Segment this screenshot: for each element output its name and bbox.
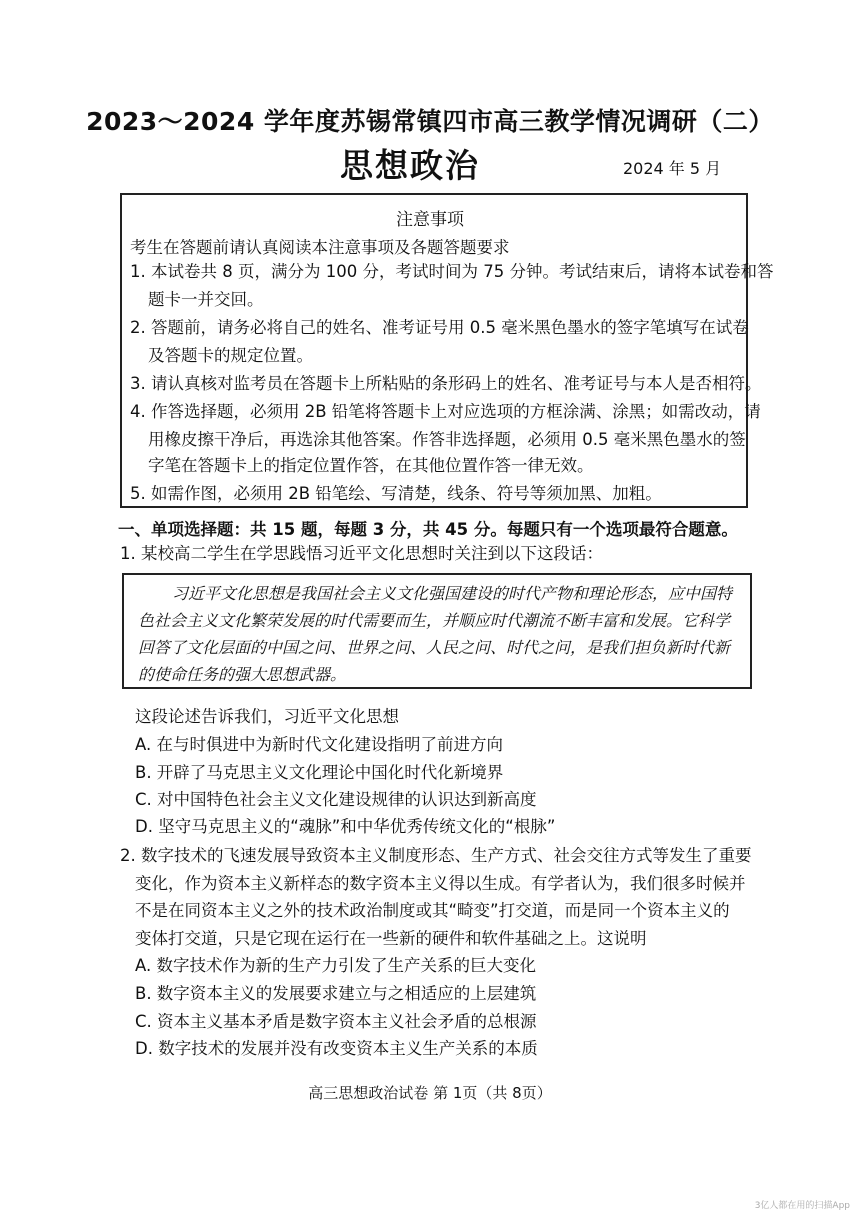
question-1-prompt: 这段论述告诉我们，习近平文化思想 — [135, 707, 399, 726]
quote-line: 的使命任务的强大思想武器。 — [138, 665, 347, 684]
notice-line: 题卡一并交回。 — [148, 290, 264, 309]
quote-line: 回答了文化层面的中国之问、世界之问、人民之问、时代之问，是我们担负新时代新 — [138, 638, 731, 657]
question-1-option-a: A. 在与时俱进中为新时代文化建设指明了前进方向 — [135, 735, 503, 754]
question-2-option-c: C. 资本主义基本矛盾是数字资本主义社会矛盾的总根源 — [135, 1012, 537, 1031]
notice-line: 用橡皮擦干净后，再选涂其他答案。作答非选择题，必须用 0.5 毫米黑色墨水的签 — [148, 430, 746, 449]
subject-title: 思想政治 — [340, 146, 480, 185]
notice-line: 2. 答题前，请务必将自己的姓名、准考证号用 0.5 毫米黑色墨水的签字笔填写在试卷 — [130, 318, 749, 337]
page-footer: 高三思想政治试卷 第 1页（共 8页） — [308, 1084, 552, 1102]
question-1-option-b: B. 开辟了马克思主义文化理论中国化时代化新境界 — [135, 763, 504, 782]
notice-title: 注意事项 — [396, 210, 464, 230]
notice-line: 4. 作答选择题，必须用 2B 铅笔将答题卡上对应选项的方框涂满、涂黑；如需改动，请 — [130, 402, 761, 421]
question-2-option-b: B. 数字资本主义的发展要求建立与之相适应的上层建筑 — [135, 984, 537, 1003]
question-1-option-d: D. 坚守马克思主义的“魂脉”和中华优秀传统文化的“根脉” — [135, 817, 556, 836]
question-1-option-c: C. 对中国特色社会主义文化建设规律的认识达到新高度 — [135, 790, 537, 809]
question-2-stem-line: 不是在同资本主义之外的技术政治制度或其“畸变”打交道，而是同一个资本主义的 — [135, 901, 730, 920]
notice-intro: 考生在答题前请认真阅读本注意事项及各题答题要求 — [130, 238, 510, 257]
scanner-watermark: 3亿人都在用的扫描App — [754, 1201, 850, 1211]
notice-line: 及答题卡的规定位置。 — [148, 346, 313, 365]
question-2-stem-line: 变体打交道，只是它现在运行在一些新的硬件和软件基础之上。这说明 — [135, 929, 647, 948]
question-2-stem-line: 变化，作为资本主义新样态的数字资本主义得以生成。有学者认为，我们很多时候并 — [135, 874, 746, 893]
section-heading: 一、单项选择题：共 15 题，每题 3 分，共 45 分。每题只有一个选项最符合题意。 — [118, 520, 738, 539]
question-1-stem: 1. 某校高二学生在学思践悟习近平文化思想时关注到以下这段话： — [120, 544, 603, 563]
notice-line: 字笔在答题卡上的指定位置作答，在其他位置作答一律无效。 — [148, 456, 594, 475]
exam-date: 2024 年 5 月 — [623, 159, 722, 178]
question-2-option-a: A. 数字技术作为新的生产力引发了生产关系的巨大变化 — [135, 956, 536, 975]
quote-line: 色社会主义文化繁荣发展的时代需要而生，并顺应时代潮流不断丰富和发展。它科学 — [138, 611, 731, 630]
notice-line: 5. 如需作图，必须用 2B 铅笔绘、写清楚，线条、符号等须加黑、加粗。 — [130, 484, 662, 503]
question-2-stem-line: 2. 数字技术的飞速发展导致资本主义制度形态、生产方式、社会交往方式等发生了重要 — [120, 846, 752, 865]
notice-line: 3. 请认真核对监考员在答题卡上所粘贴的条形码上的姓名、准考证号与本人是否相符。 — [130, 374, 762, 393]
quote-line: 习近平文化思想是我国社会主义文化强国建设的时代产物和理论形态，应中国特 — [172, 584, 733, 603]
question-2-option-d: D. 数字技术的发展并没有改变资本主义生产关系的本质 — [135, 1039, 538, 1058]
notice-line: 1. 本试卷共 8 页，满分为 100 分，考试时间为 75 分钟。考试结束后，请将本试卷和答 — [130, 262, 774, 281]
exam-title: 2023～2024 学年度苏锡常镇四市高三教学情况调研（二） — [86, 107, 774, 136]
